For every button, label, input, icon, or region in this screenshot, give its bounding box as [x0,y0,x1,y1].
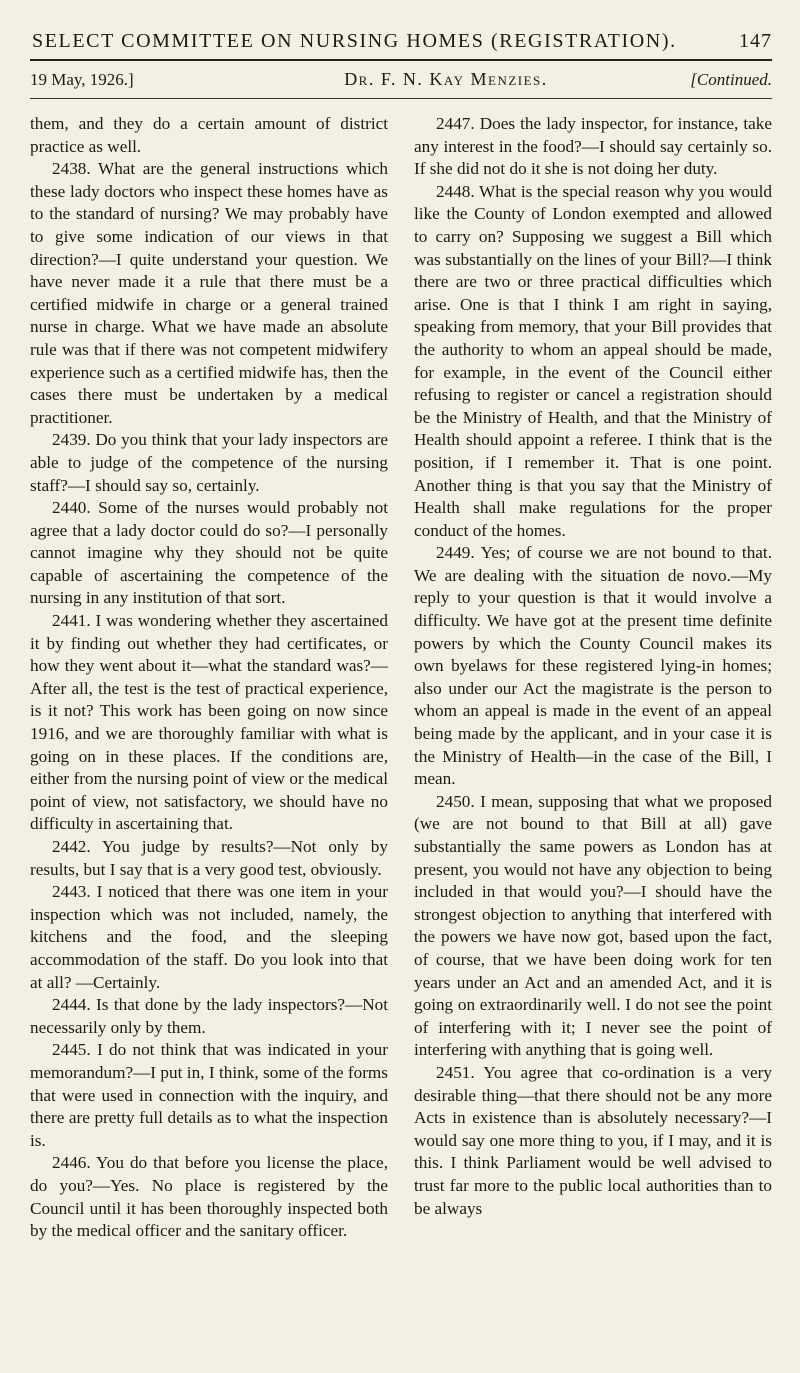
page-number: 147 [739,30,772,52]
paragraph: 2450. I mean, supposing that what we proposed (we are not bound to that Bill at all) gave substantially the same powers as London has at present, you would not have any objection to being included in that would you?—I should have the strongest objection to anything that interfered with the powers we have now got, based upon the fact, of course, that we have been doing work for ten years under an Act and an amended Act, and it is going on extraordinarily well. I do not see the point of interfering with it; I never see the point of interfering with anything that is going well. [414,791,772,1060]
paragraph: 2444. Is that done by the lady inspectors?—Not necessarily only by them. [30,995,388,1037]
paragraph: 2441. I was wondering whether they ascertained it by finding out whether they had certificates, or how they went about it—what the standard was?—After all, the test is the test of practical experience, is it not? This work has been going on now since 1916, and we are thoroughly familiar with what is going on in these places. If the conditions are, either from the nursing point of view or the medical point of view, not satisfactory, we should have no difficulty in ascertaining that. [30,611,388,834]
text-columns [30,113,772,1243]
left-column [30,113,388,1243]
header-rule [30,59,772,61]
running-title: SELECT COMMITTEE ON NURSING HOMES (REGISTRATION). [32,30,677,52]
paragraph: 2449. Yes; of course we are not bound to that. We are dealing with the situation de novo.—My reply to your question is that it would involve a difficulty. We have got at the present time definite powers by which the County Council makes its own byelaws for these registered lying-in homes; also under our Act the magistrate is the person to whom an appeal is made in the event of an appeal being made by the applicant, and in your case it is the Ministry of Health—in the case of the Bill, I mean. [414,543,772,789]
paragraph: 2442. You judge by results?—Not only by results, but I say that is a very good test, obviously. [30,837,388,879]
paragraph: 2447. Does the lady inspector, for instance, take any interest in the food?—I should say certainly so. If she did not do it she is not doing her duty. [414,114,772,179]
subheader-rule [30,98,772,99]
paragraph: 2438. What are the general instructions which these lady doctors who inspect these homes have as to the standard of nursing? We may probably have to give some indication of our views in that direction?—I quite understand your question. We have never made it a rule that there must be a certified midwife in charge or a general trained nurse in charge. What we have made an absolute rule was that if there was not competent midwifery experience such as a certified midwife has, then the cases there must be undertaken by a medical practitioner. [30,159,388,427]
paragraph: 2446. You do that before you license the place, do you?—Yes. No place is registered by the Council until it has been thoroughly inspected both by the medical officer and the sanitary officer. [30,1153,388,1241]
right-column [414,113,772,1243]
paragraph: 2439. Do you think that your lady inspectors are able to judge of the competence of the nursing staff?—I should say so, certainly. [30,430,388,495]
paragraph: 2443. I noticed that there was one item in your inspection which was not included, namely, the kitchens and the food, and the sleeping accommodation of the staff. Do you look into that at all? —Certainly. [30,882,388,992]
paragraph: 2440. Some of the nurses would probably not agree that a lady doctor could do so?—I personally cannot imagine why they should not be quite capable of ascertaining the competence of the nursing in any institution of that sort. [30,498,388,608]
running-head [30,30,772,53]
paragraph: 2451. You agree that co-ordination is a very desirable thing—that there should not be any more Acts in existence than is absolutely necessary?—I would say one more thing to you, if I may, and it is this. I think Parliament would be well advised to trust far more to the public local authorities than to be always [414,1062,772,1218]
subheader [30,69,772,90]
sitting-date: 19 May, 1926.] [30,70,134,89]
paragraph: 2448. What is the special reason why you would like the County of London exempted and allowed to carry on? Supposing we suggest a Bill which was substantially on the lines of your Bill?—I think there are two or three practical difficulties which arise. One is that I think I am right in saying, speaking from memory, that your Bill provides that the authority to whom an appeal should be made, for example, in the event of the Council either refusing to register or cancel a registration should be the Ministry of Health, and that the Ministry of Health should appoint a referee. I think that is the position, if I remember it. That is one point. Another thing is that you say that the Ministry of Health shall make regulations for the proper conduct of the homes. [414,181,772,540]
witness-name: Dr. F. N. Kay Menzies. [344,69,548,89]
paragraph: 2445. I do not think that was indicated in your memorandum?—I put in, I think, some of the forms that were used in connection with the inquiry, and there are pretty full details as to what the inspection is. [30,1040,388,1150]
paragraph: them, and they do a certain amount of district practice as well. [30,114,388,156]
continued-marker: [Continued. [690,70,772,89]
